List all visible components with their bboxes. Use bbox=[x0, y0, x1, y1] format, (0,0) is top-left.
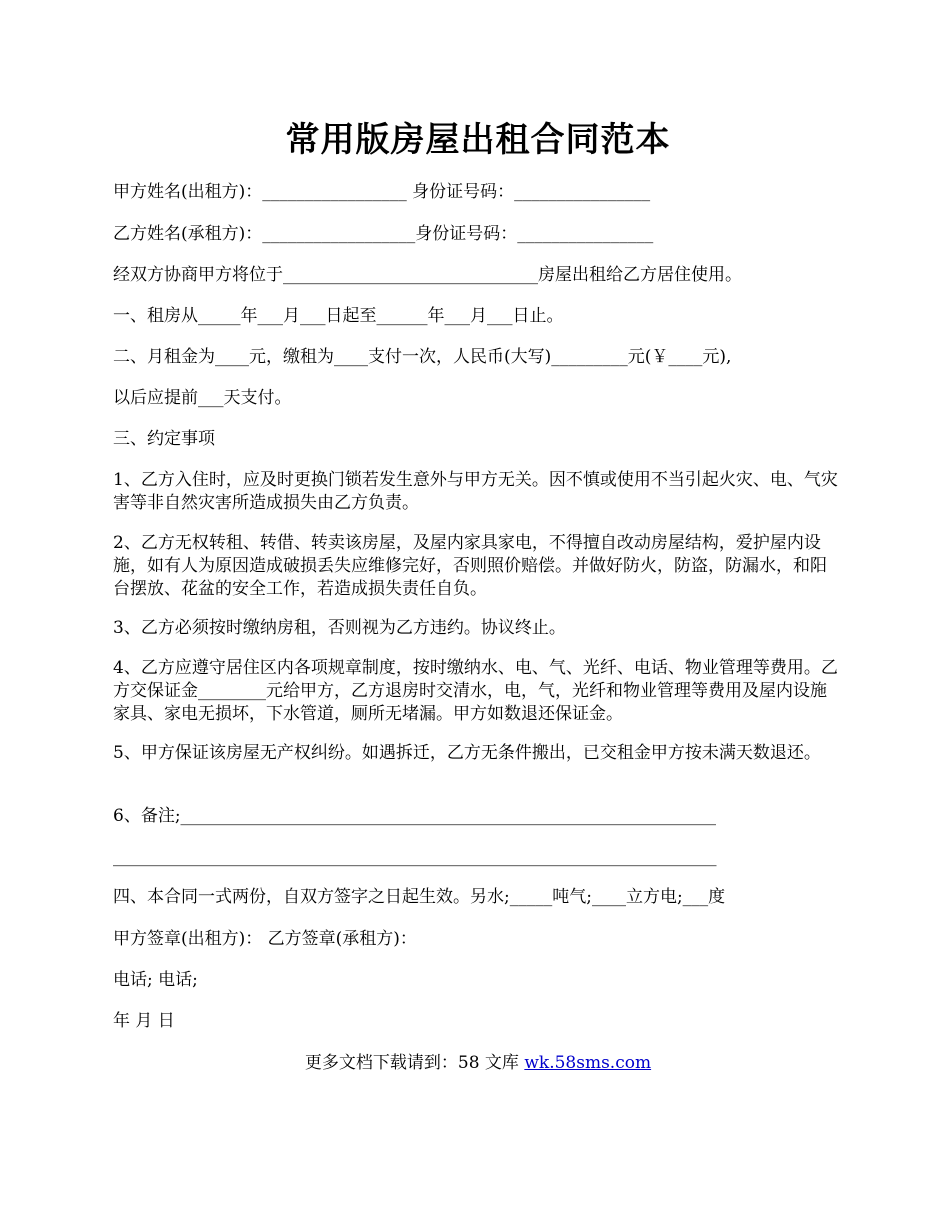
clause-4: 4、乙方应遵守居住区内各项规章制度，按时缴纳水、电、气、光纤、电话、物业管理等费用。乙方交保证金________元给甲方，乙方退房时交清水，电，气，光纤和物业管理等费用及屋内设施家具、家电无损坏，下水管道，厕所无堵漏。甲方如数退还保证金。 bbox=[113, 658, 838, 724]
clause-1: 1、乙方入住时，应及时更换门锁若发生意外与甲方无关。因不慎或使用不当引起火灾、电、气灾害等非自然灾害所造成损失由乙方负责。 bbox=[113, 470, 838, 513]
clause-5: 5、甲方保证该房屋无产权纠纷。如遇拆迁，乙方无条件搬出，已交租金甲方按未满天数退还。 bbox=[113, 743, 821, 763]
party-a-line: 甲方姓名(出租方)：_________________ 身份证号码：________________ bbox=[113, 182, 651, 202]
clause-6-remarks: 6、备注;_______________________________________________________________ bbox=[113, 806, 717, 826]
rent-line: 二、月租金为____元，缴租为____支付一次，人民币(大写)_________元(￥____元), bbox=[113, 347, 732, 367]
advance-payment-line: 以后应提前___天支付。 bbox=[113, 388, 292, 408]
term-line: 一、租房从_____年___月___日起至______年___月___日止。 bbox=[113, 306, 564, 326]
party-b-line: 乙方姓名(承租方)：__________________身份证号码：________________ bbox=[113, 224, 654, 244]
document-title: 常用版房屋出租合同范本 bbox=[285, 120, 671, 160]
footer-link[interactable]: wk.58sms.com bbox=[524, 1053, 652, 1073]
remarks-blank-line: _______________________________________________________________________ bbox=[113, 847, 717, 867]
phone-line: 电话; 电话; bbox=[113, 970, 198, 990]
section4-line: 四、本合同一式两份，自双方签字之日起生效。另水;_____吨气;____立方电;___度 bbox=[113, 887, 726, 907]
location-line: 经双方协商甲方将位于______________________________房屋出租给乙方居住使用。 bbox=[113, 265, 742, 285]
clause-3: 3、乙方必须按时缴纳房租，否则视为乙方违约。协议终止。 bbox=[113, 618, 566, 638]
section3-heading: 三、约定事项 bbox=[113, 429, 215, 449]
footer-text: 更多文档下载请到：58 文库 bbox=[304, 1053, 525, 1073]
date-line: 年 月 日 bbox=[113, 1011, 175, 1031]
signature-line: 甲方签章(出租方)： 乙方签章(承租方)： bbox=[113, 929, 417, 949]
footer bbox=[113, 1048, 843, 1073]
clause-2: 2、乙方无权转租、转借、转卖该房屋，及屋内家具家电，不得擅自改动房屋结构，爱护屋内设施，如有人为原因造成破损丢失应维修完好，否则照价赔偿。并做好防火，防盗，防漏水，和阳台摆放、花盆的安全工作，若造成损失责任自负。 bbox=[113, 533, 827, 599]
